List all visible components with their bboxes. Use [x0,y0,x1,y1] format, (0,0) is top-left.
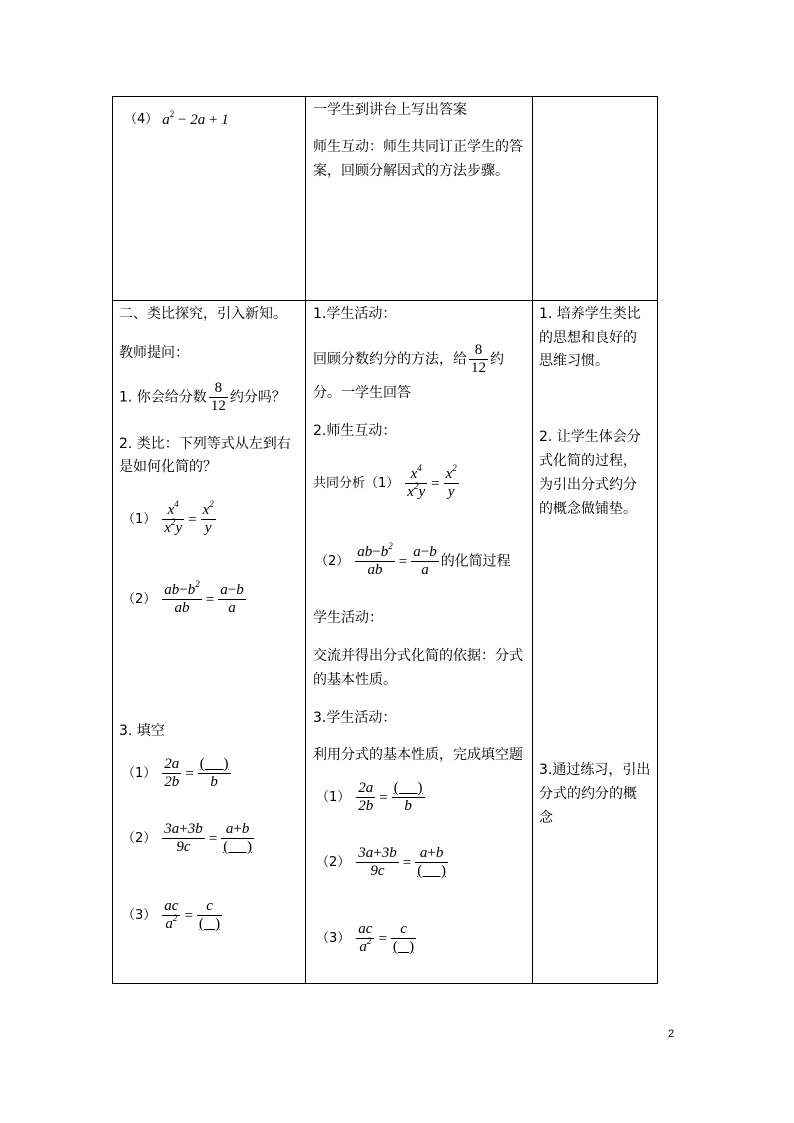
student-activity-1-title: 1.学生活动： [313,306,397,322]
row1-col2-line2: 师生互动：师生共同订正学生的答 [313,139,523,155]
analogy-eq-2: （2） $\frac{ab-b^2}{ab}$ = $\frac{a-b}{a}$ [122,579,244,616]
analogy-eq-1: （1） $\frac{x^4}{x^2y}$ = $\frac{x^2}{y}$ [122,499,214,536]
purpose-2-line3: 为引出分式约分 [539,477,637,493]
student-activity-3-line1: 利用分式的基本性质，完成填空题 [313,747,523,763]
column-divider-2 [532,97,533,983]
teacher-ask: 教师提问： [119,345,189,361]
student-activity-line1: 交流并得出分式化简的依据：分式 [313,648,523,664]
purpose-1-line2: 的思想和良好的 [539,330,637,346]
fraction-8-12: $\frac{8}{12}$ [210,380,226,414]
purpose-3-line1: 3.通过练习，引出 [539,762,651,778]
row1-col2-line1: 一学生到讲台上写出答案 [313,102,467,118]
section-heading: 二、类比探究，引入新知。 [119,306,287,322]
fill-eq-3: （3） $\frac{ac}{a^2}$ = $\frac{c}{( )}$ [122,898,221,932]
student-activity-1-line1: 回顾分数约分的方法，给 $\frac{8}{12}$ 约 [313,342,504,376]
joint-analysis-eq-2: （2） $\frac{ab-b^2}{ab}$ = $\frac{a-b}{a}$ 的化简过程 [315,541,511,578]
joint-analysis-eq-1: 共同分析（1） $\frac{x^4}{x^2y}$ = $\frac{x^2}{y}$ [313,463,457,500]
purpose-1-line3: 思维习惯。 [539,353,609,369]
purpose-3-line2: 分式的约分的概 [539,786,637,802]
purpose-2-line4: 的概念做铺垫。 [539,501,637,517]
fill-blank-title: 3. 填空 [119,723,165,739]
student-activity-title: 学生活动： [313,610,383,626]
practice-eq-1: （1） $\frac{2a}{2b}$ = $\frac{( )}{b}$ [316,780,423,814]
fill-eq-1: （1） $\frac{2a}{2b}$ = $\frac{( )}{b}$ [122,756,229,790]
student-activity-line2: 的基本性质。 [313,672,397,688]
row1-col2-line3: 案，回顾分解因式的方法步骤。 [313,163,509,179]
purpose-2-line2: 式化简的过程， [539,453,637,469]
question-2-line1: 2. 类比：下列等式从左到右 [119,436,291,452]
fill-eq-2: （2） $\frac{3a+3b}{9c}$ = $\frac{a+b}{( )}$ [122,821,252,855]
question-2-line2: 是如何化简的？ [119,459,217,475]
question-1: 1. 你会给分数 $\frac{8}{12}$ 约分吗？ [119,380,286,414]
row-divider [113,300,657,301]
practice-eq-3: （3） $\frac{ac}{a^2}$ = $\frac{c}{( )}$ [316,921,415,955]
column-divider-1 [305,97,306,983]
purpose-1-line1: 1. 培养学生类比 [539,306,641,322]
practice-eq-2: （2） $\frac{3a+3b}{9c}$ = $\frac{a+b}{( )}$ [316,845,446,879]
purpose-3-line3: 念 [539,810,553,826]
purpose-2-line1: 2. 让学生体会分 [539,429,641,445]
row1-expression: （4） $a^2 - 2a + 1$ [124,109,229,128]
student-activity-1-line2: 分。一学生回答 [313,385,411,401]
student-activity-3-title: 3.学生活动： [313,710,397,726]
interaction-2-title: 2.师生互动： [313,423,397,439]
page-number: 2 [668,1028,675,1040]
